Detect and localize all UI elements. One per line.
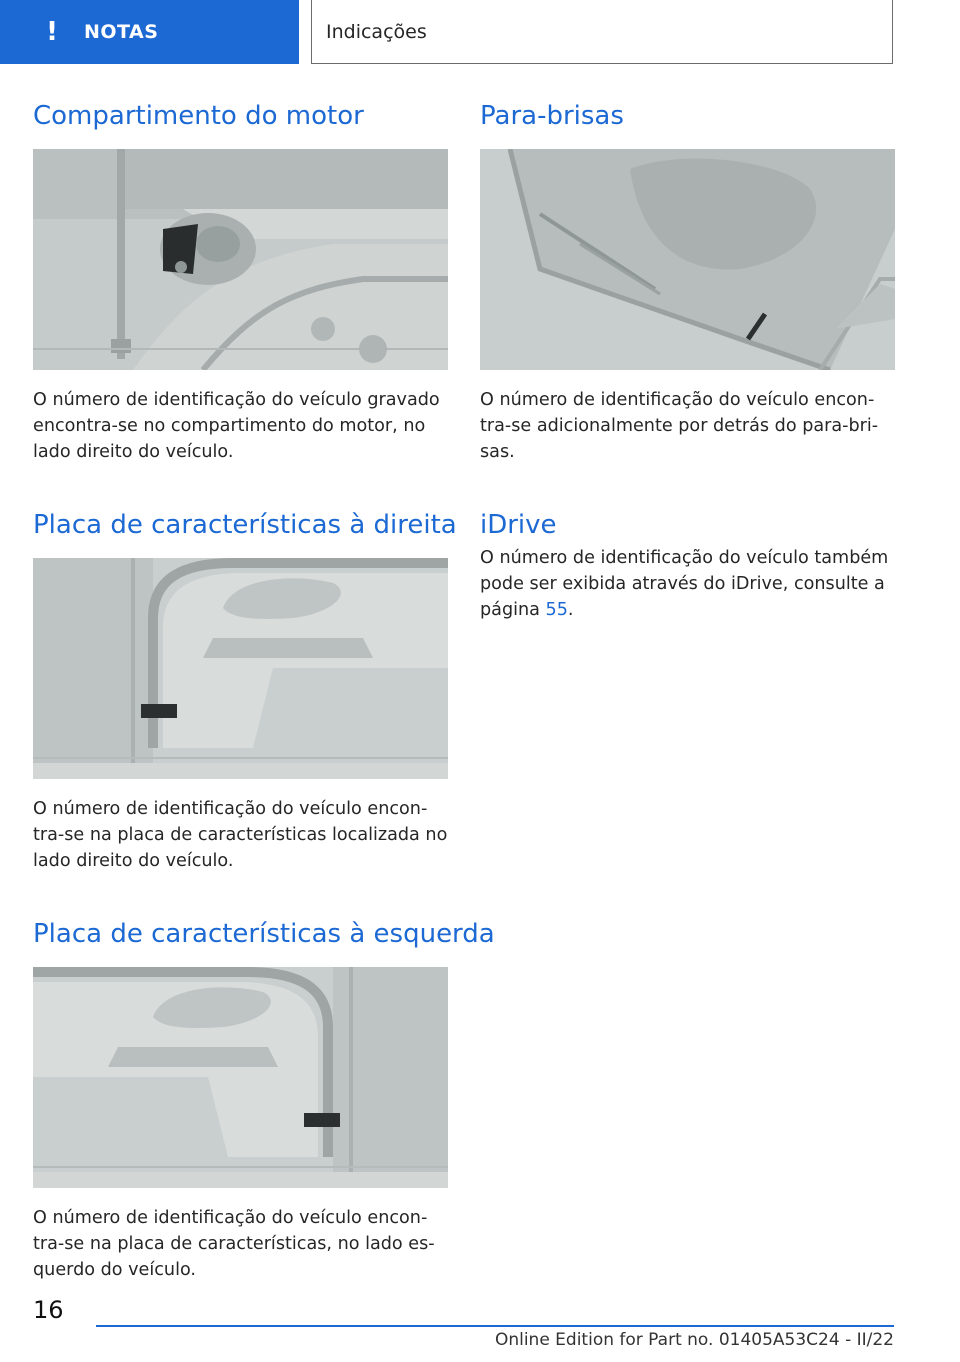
engine-compartment-text: O número de identificação do veículo gravado encontra-se no compartimento do motor, no lado direito do veículo.: [33, 390, 440, 462]
heading-idrive: iDrive: [480, 510, 557, 540]
right-column: [480, 96, 895, 623]
right-plate-image: [33, 558, 448, 779]
heading-left-plate: Placa de características à esquerda: [33, 919, 495, 949]
chapter-tab: [311, 0, 893, 64]
windshield-text: O número de identificação do veículo encon-tra-se adicionalmente por detrás do para-bri-sas.: [480, 390, 879, 462]
heading-engine-compartment: Compartimento do motor: [33, 101, 364, 131]
right-plate-text: O número de identificação do veículo encon-tra-se na placa de características localizada no lado direito do veículo.: [33, 799, 448, 871]
left-plate-text: O número de identificação do veículo encon-tra-se na placa de características, no lado es-querdo do veículo.: [33, 1208, 435, 1280]
section-tab-notas: [0, 0, 299, 64]
page-number: 16: [33, 1296, 64, 1324]
idrive-text: [480, 545, 895, 623]
left-plate-image: [33, 967, 448, 1188]
left-column: [33, 96, 495, 1283]
heading-right-plate: Placa de características à direita: [33, 510, 457, 540]
engine-compartment-image: [33, 149, 448, 370]
idrive-text-end: .: [567, 600, 574, 620]
footer-edition: Online Edition for Part no. 01405A53C24 - II/22: [494, 1330, 894, 1350]
heading-windshield: Para-brisas: [480, 101, 624, 131]
idrive-text-body: O número de identificação do veículo também pode ser exibida através do iDrive, consulte a página: [480, 548, 889, 620]
section-tab-label: NOTAS: [84, 21, 159, 43]
chapter-tab-label: Indicações: [326, 20, 427, 43]
windshield-image: [480, 149, 895, 370]
warning-icon: !: [46, 17, 58, 47]
footer-divider: [96, 1325, 894, 1327]
page-link-55[interactable]: 55: [545, 600, 568, 620]
